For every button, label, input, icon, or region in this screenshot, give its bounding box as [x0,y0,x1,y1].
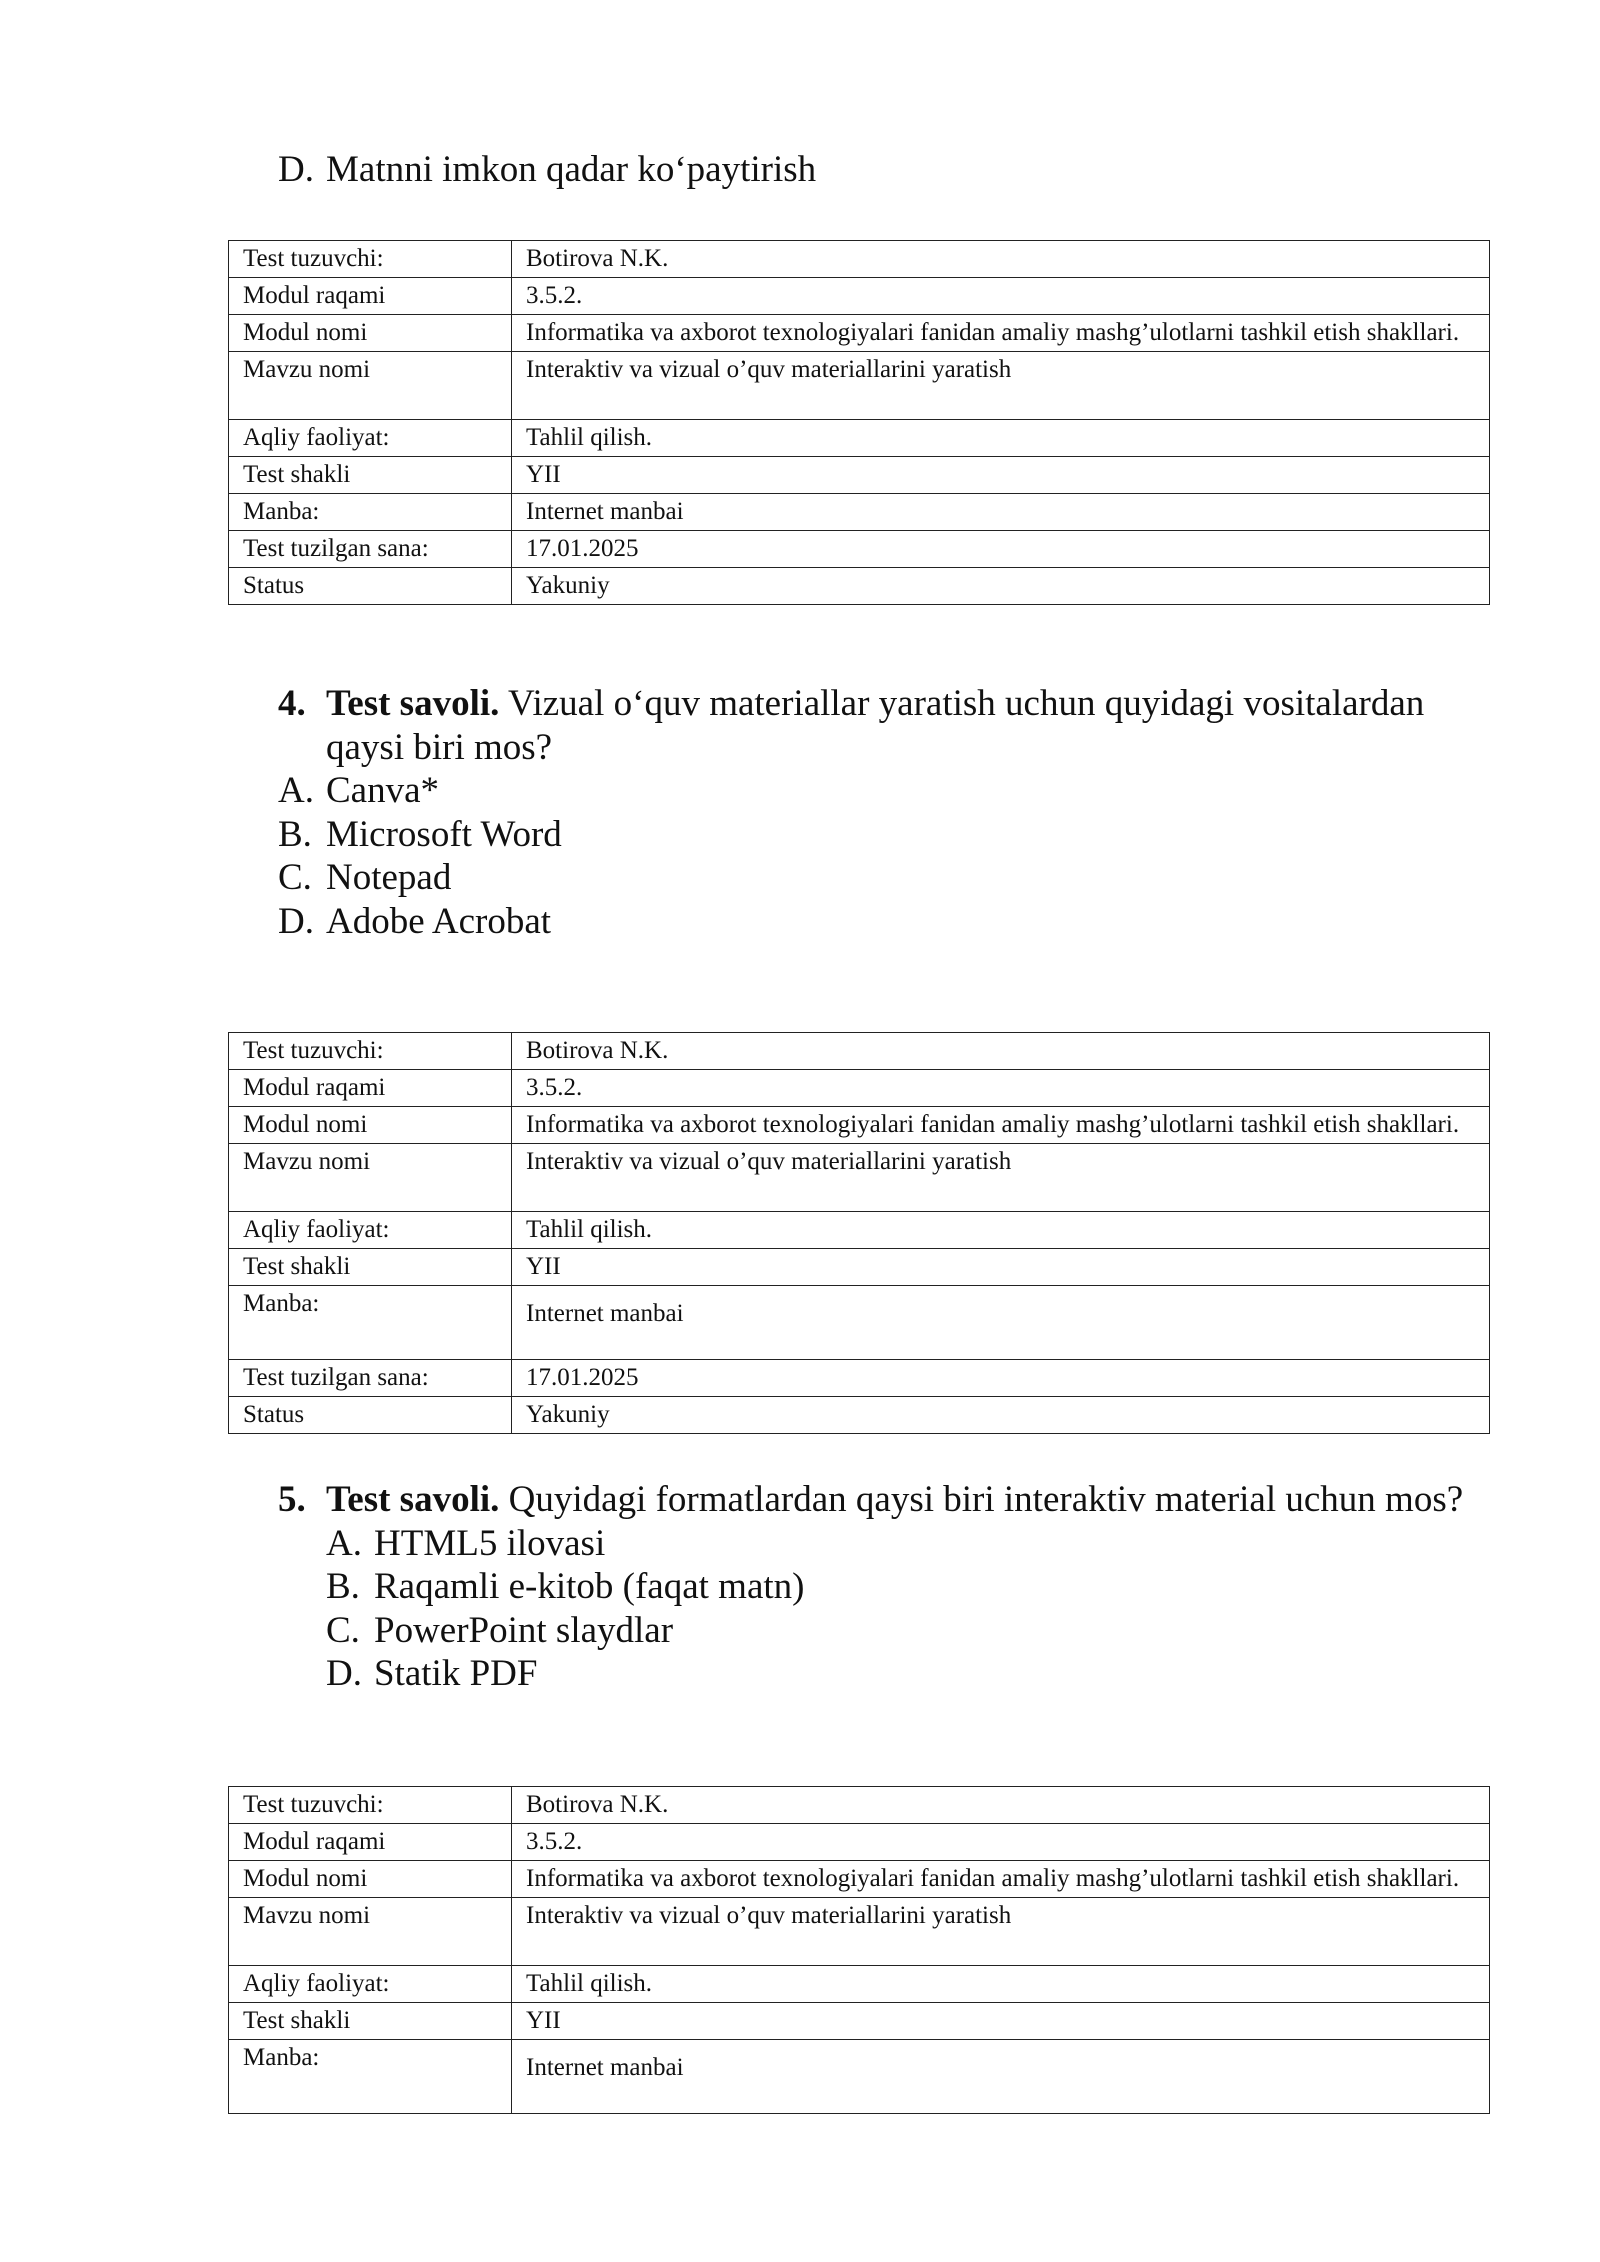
row-topic-name [229,1144,1490,1212]
row-source [229,1286,1490,1360]
value-test-form: YII [512,457,1490,494]
value-module-number: 3.5.2. [512,278,1490,315]
option-letter: C. [278,857,312,898]
question-4 [278,682,1498,943]
question-line [278,682,1498,769]
answer-options [326,1522,1518,1696]
label-test-form: Test shakli [229,2003,512,2040]
value-source: Internet manbai [512,2040,1490,2114]
value-author: Botirova N.K. [512,241,1490,278]
label-author: Test tuzuvchi: [229,241,512,278]
option-text: Microsoft Word [326,813,562,855]
option-text: HTML5 ilovasi [374,1522,606,1564]
option-letter: B. [326,1566,360,1607]
answer-options [278,769,1498,943]
option-c [278,856,1498,900]
label-module-number: Modul raqami [229,1824,512,1861]
value-date: 17.01.2025 [512,531,1490,568]
label-source: Manba: [229,1286,512,1360]
option-b [326,1565,1518,1609]
label-cognitive: Aqliy faoliyat: [229,1966,512,2003]
label-author: Test tuzuvchi: [229,1033,512,1070]
label-cognitive: Aqliy faoliyat: [229,1212,512,1249]
row-module-number [229,1070,1490,1107]
value-source: Internet manbai [512,1286,1490,1360]
question-text [326,1478,1463,1522]
question-text [326,682,1498,769]
option-text: Adobe Acrobat [326,900,552,942]
label-date: Test tuzilgan sana: [229,531,512,568]
label-module-name: Modul nomi [229,1107,512,1144]
question-body: Quyidagi formatlardan qaysi biri interaktiv material uchun mos? [499,1479,1464,1520]
row-test-form [229,1249,1490,1286]
label-test-form: Test shakli [229,1249,512,1286]
value-test-form: YII [512,1249,1490,1286]
option-letter: D. [326,1653,362,1694]
value-module-number: 3.5.2. [512,1824,1490,1861]
label-topic-name: Mavzu nomi [229,1144,512,1212]
option-letter: C. [326,1609,360,1651]
option-letter: A. [278,770,314,811]
option-letter: A. [326,1522,362,1564]
question-label: Test savoli. [326,1479,500,1520]
row-module-name [229,1107,1490,1144]
row-status [229,1397,1490,1434]
option-b [278,813,1498,857]
label-date: Test tuzilgan sana: [229,1360,512,1397]
question-number: 5. [278,1479,306,1520]
value-cognitive: Tahlil qilish. [512,420,1490,457]
label-status: Status [229,1397,512,1434]
row-cognitive [229,1966,1490,2003]
value-test-form: YII [512,2003,1490,2040]
option-d [326,1652,1518,1696]
option-text: PowerPoint slaydlar [374,1609,674,1651]
row-author [229,241,1490,278]
value-topic-name: Interaktiv va vizual o’quv materiallarini yaratish [512,1144,1490,1212]
value-topic-name: Interaktiv va vizual o’quv materiallarini yaratish [512,352,1490,420]
value-module-name: Informatika va axborot texnologiyalari fanidan amaliy mashg’ulotlarni tashkil etish shakllari. [512,1861,1490,1898]
label-module-name: Modul nomi [229,1861,512,1898]
label-test-form: Test shakli [229,457,512,494]
row-source [229,494,1490,531]
row-status [229,568,1490,605]
question-line [278,1478,1518,1522]
value-module-number: 3.5.2. [512,1070,1490,1107]
option-c [326,1609,1518,1653]
label-module-number: Modul raqami [229,1070,512,1107]
test-metadata-table-1 [228,240,1490,605]
label-source: Manba: [229,494,512,531]
option-text: Matnni imkon qadar ko‘paytirish [326,149,817,190]
option-text: Canva* [326,770,440,811]
label-module-name: Modul nomi [229,315,512,352]
row-author [229,1787,1490,1824]
label-module-number: Modul raqami [229,278,512,315]
option-letter: D. [278,900,314,942]
option-d [278,900,1498,944]
value-status: Yakuniy [512,1397,1490,1434]
question-number: 4. [278,683,306,724]
row-topic-name [229,1898,1490,1966]
value-source: Internet manbai [512,494,1490,531]
option-letter: D. [278,149,314,190]
row-date [229,531,1490,568]
label-source: Manba: [229,2040,512,2114]
label-topic-name: Mavzu nomi [229,352,512,420]
label-topic-name: Mavzu nomi [229,1898,512,1966]
option-letter: B. [278,813,312,855]
value-date: 17.01.2025 [512,1360,1490,1397]
question-body: Vizual o‘quv materiallar yaratish uchun quyidagi vositalardan qaysi biri mos? [326,683,1425,768]
value-cognitive: Tahlil qilish. [512,1212,1490,1249]
label-cognitive: Aqliy faoliyat: [229,420,512,457]
option-text: Statik PDF [374,1653,538,1694]
option-text: Raqamli e-kitob (faqat matn) [374,1566,805,1607]
label-status: Status [229,568,512,605]
option-a [326,1522,1518,1566]
question-label: Test savoli. [326,683,500,724]
row-test-form [229,2003,1490,2040]
row-module-number [229,278,1490,315]
row-module-name [229,315,1490,352]
value-module-name: Informatika va axborot texnologiyalari fanidan amaliy mashg’ulotlarni tashkil etish shakllari. [512,1107,1490,1144]
row-module-number [229,1824,1490,1861]
row-test-form [229,457,1490,494]
test-metadata-table-2 [228,1032,1490,1434]
previous-question-option-d [278,148,816,192]
value-author: Botirova N.K. [512,1033,1490,1070]
test-metadata-table-3 [228,1786,1490,2114]
value-status: Yakuniy [512,568,1490,605]
value-cognitive: Tahlil qilish. [512,1966,1490,2003]
row-date [229,1360,1490,1397]
label-author: Test tuzuvchi: [229,1787,512,1824]
question-5 [278,1478,1518,1696]
value-topic-name: Interaktiv va vizual o’quv materiallarini yaratish [512,1898,1490,1966]
row-source [229,2040,1490,2114]
value-module-name: Informatika va axborot texnologiyalari fanidan amaliy mashg’ulotlarni tashkil etish shakllari. [512,315,1490,352]
value-author: Botirova N.K. [512,1787,1490,1824]
option-text: Notepad [326,857,452,898]
row-author [229,1033,1490,1070]
option-a [278,769,1498,813]
row-cognitive [229,1212,1490,1249]
row-module-name [229,1861,1490,1898]
row-cognitive [229,420,1490,457]
row-topic-name [229,352,1490,420]
